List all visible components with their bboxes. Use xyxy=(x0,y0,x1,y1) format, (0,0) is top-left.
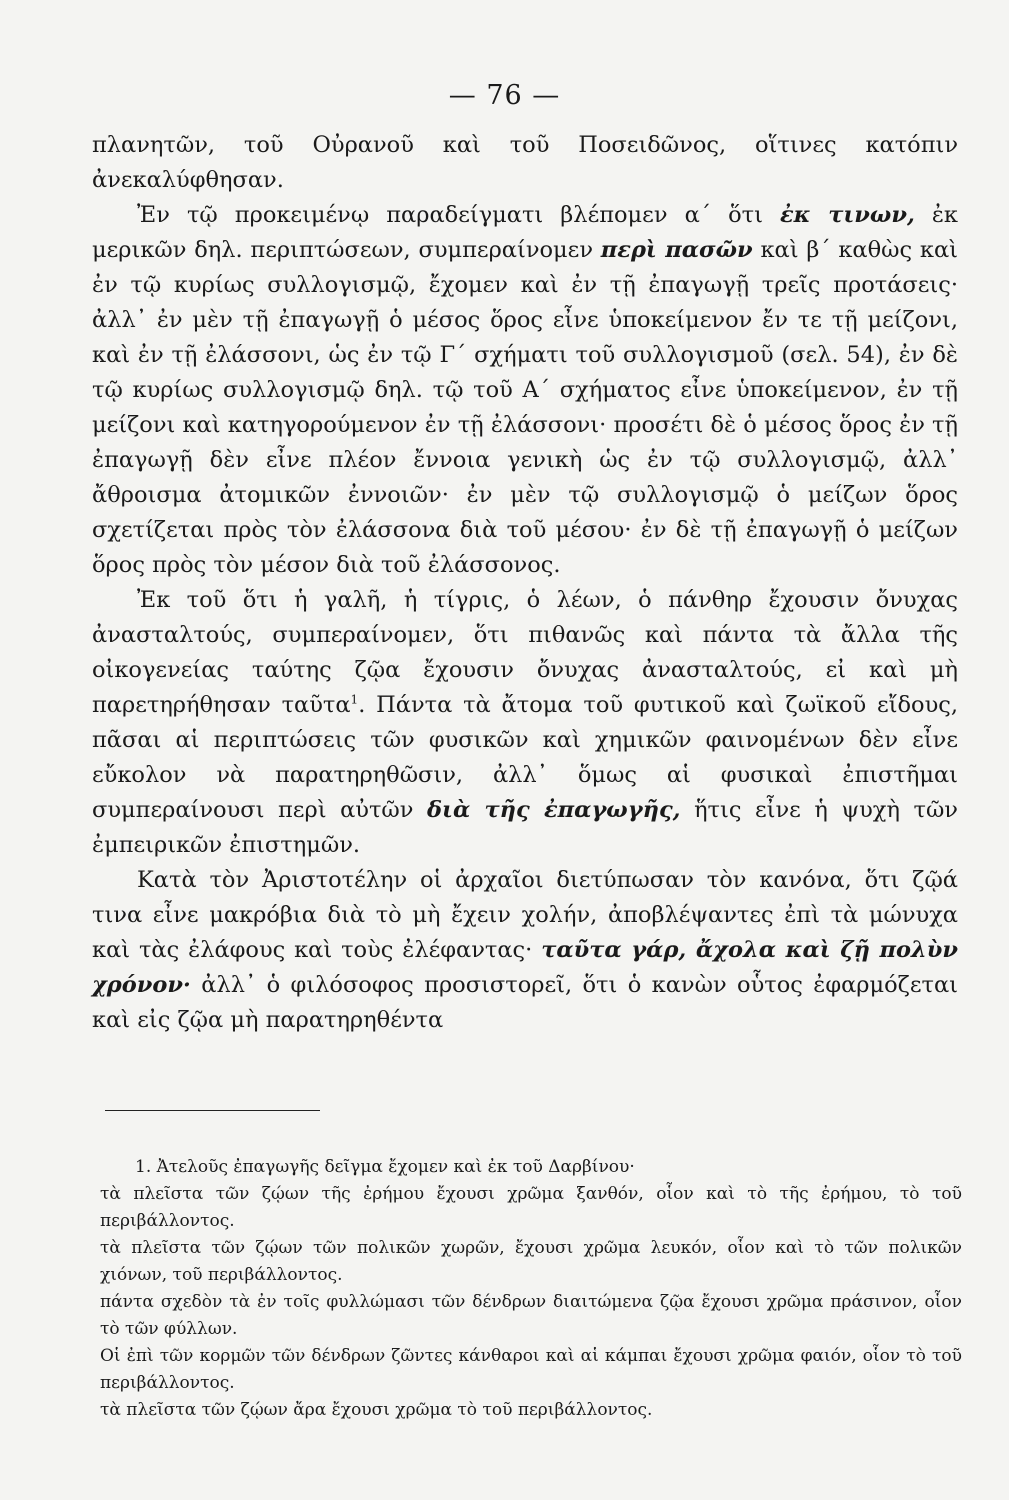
footnote-reference: 1 xyxy=(350,692,359,707)
footnote-line: τὰ πλεῖστα τῶν ζῴων ἄρα ἔχουσι χρῶμα τὸ τοῦ περιβάλλοντος. xyxy=(100,1400,653,1420)
footnote-line: τὰ πλεῖστα τῶν ζῴων τῶν πολικῶν χωρῶν, ἔχουσι χρῶμα λευκόν, οἷον καὶ τὸ τῶν πολικῶν χιόνων, τοῦ περιβάλλοντος. xyxy=(100,1238,962,1285)
paragraph-3-text-3: ἥτις εἶνε ἡ ψυχὴ τῶν ἐμπειρικῶν ἐπιστημῶν. xyxy=(92,797,958,858)
paragraph-2-text-3: καὶ β΄ καθὼς καὶ ἐν τῷ κυρίως συλλογισμῷ, ἔχομεν καὶ ἐν τῇ ἐπαγωγῇ τρεῖς προτάσεις· ἀλλ᾽ ἐν μὲν τῇ ἐπαγωγῇ ὁ μέσος ὅρος εἶνε ὑποκείμενον ἔν τε τῇ μείζονι, καὶ ἐν τῇ ἐλάσσονι, ὡς ἐν τῷ Γ΄ σχήματι τοῦ συλλογισμοῦ (σελ. 54), ἐν δὲ τῷ κυρίως συλλογισμῷ δηλ. τῷ τοῦ Α΄ σχήματος εἶνε ὑποκείμενον, ἐν τῇ μείζονι καὶ κατηγορούμενον ἐν τῇ ἐλάσσονι· προσέτι δὲ ὁ μέσος ὅρος ἐν τῇ ἐπαγωγῇ δὲν εἶνε πλέον ἔννοια γενικὴ ὡς ἐν τῷ συλλογισμῷ, ἀλλ᾽ ἄθροισμα ἀτομικῶν ἐννοιῶν· ἐν μὲν τῷ συλλογισμῷ ὁ μείζων ὅρος σχετίζεται πρὸς τὸν ἐλάσσονα διὰ τοῦ μέσου· ἐν δὲ τῇ ἐπαγωγῇ ὁ μείζων ὅρος πρὸς τὸν μέσον διὰ τοῦ ἐλάσσονος. xyxy=(92,237,958,578)
paragraph-3-text-2: . Πάντα τὰ ἄτομα τοῦ φυτικοῦ καὶ ζωϊκοῦ εἴδους, πᾶσαι αἱ περιπτώσεις τῶν φυσικῶν καὶ χημικῶν φαινομένων δὲν εἶνε εὔκολον νὰ παρατηρηθῶσιν, ἀλλ᾽ ὅμως αἱ φυσικαὶ ἐπιστῆμαι συμπεραίνουσι περὶ αὐτῶν xyxy=(92,692,959,823)
footnote-line: τὰ πλεῖστα τῶν ζῴων τῆς ἐρήμου ἔχουσι χρῶμα ξανθόν, οἷον καὶ τὸ τῆς ἐρήμου, τὸ τοῦ περιβάλλοντος. xyxy=(100,1184,962,1231)
paragraph-3 xyxy=(92,583,958,863)
paragraph-2 xyxy=(92,198,958,583)
emphasis-peri-pason: περὶ πασῶν xyxy=(600,237,753,263)
page-number: — 76 — xyxy=(448,80,561,111)
paragraph-1 xyxy=(92,128,958,198)
paragraph-4-text-2: ἀλλ᾽ ὁ φιλόσοφος προσιστορεῖ, ὅτι ὁ κανὼν οὗτος ἐφαρμόζεται καὶ εἰς ζῷα μὴ παρατηρηθέντα xyxy=(92,972,958,1033)
footnotes xyxy=(100,1154,962,1424)
footnote-line: πάντα σχεδὸν τὰ ἐν τοῖς φυλλώμασι τῶν δένδρων διαιτώμενα ζῷα ἔχουσι χρῶμα πράσινον, οἷον τὸ τῶν φύλλων. xyxy=(100,1292,962,1339)
paragraph-4-text-1: Κατὰ τὸν Ἀριστοτέλην οἱ ἀρχαῖοι διετύπωσαν τὸν κανόνα, ὅτι ζῷά τινα εἶνε μακρόβια διὰ τὸ μὴ ἔχειν χολήν, ἀποβλέψαντες ἐπὶ τὰ μώνυχα καὶ τὰς ἐλάφους καὶ τοὺς ἐλέφαντας· xyxy=(92,867,958,963)
paragraph-4 xyxy=(92,863,958,1038)
footnote-separator xyxy=(105,1110,320,1111)
paragraph-2-text-1: Ἐν τῷ προκειμένῳ παραδείγματι βλέπομεν α΄ ὅτι xyxy=(137,202,780,228)
paragraph-1-text: πλανητῶν, τοῦ Οὐρανοῦ καὶ τοῦ Ποσειδῶνος, οἵτινες κατόπιν ἀνεκαλύφθησαν. xyxy=(92,132,958,193)
footnote-line: Οἱ ἐπὶ τῶν κορμῶν τῶν δένδρων ζῶντες κάνθαροι καὶ αἱ κάμπαι ἔχουσι χρῶμα φαιόν, οἷον τὸ τοῦ περιβάλλοντος. xyxy=(100,1346,962,1393)
paragraph-2-text-2: ἐκ μερικῶν δηλ. περιπτώσεων, συμπεραίνομεν xyxy=(92,202,958,263)
emphasis-ek-tinon: ἐκ τινων, xyxy=(779,202,915,228)
footnote-line: 1. Ἀτελοῦς ἐπαγωγῆς δεῖγμα ἔχομεν καὶ ἐκ τοῦ Δαρβίνου· xyxy=(135,1157,635,1177)
emphasis-dia-tis-epagogis: διὰ τῆς ἐπαγωγῆς, xyxy=(427,797,681,823)
emphasis-tauta-gar: ταῦτα γάρ, ἄχολα καὶ ζῇ πολὺν χρόνον· xyxy=(92,937,958,998)
main-text xyxy=(92,128,958,1038)
paragraph-3-text-1: Ἐκ τοῦ ὅτι ἡ γαλῆ, ἡ τίγρις, ὁ λέων, ὁ πάνθηρ ἔχουσιν ὄνυχας ἀνασταλτούς, συμπεραίνομεν, ὅτι πιθανῶς καὶ πάντα τὰ ἄλλα τῆς οἰκογενείας ταύτης ζῷα ἔχουσιν ὄνυχας ἀνασταλτούς, εἰ καὶ μὴ παρετηρήθησαν ταῦτα xyxy=(92,587,958,718)
